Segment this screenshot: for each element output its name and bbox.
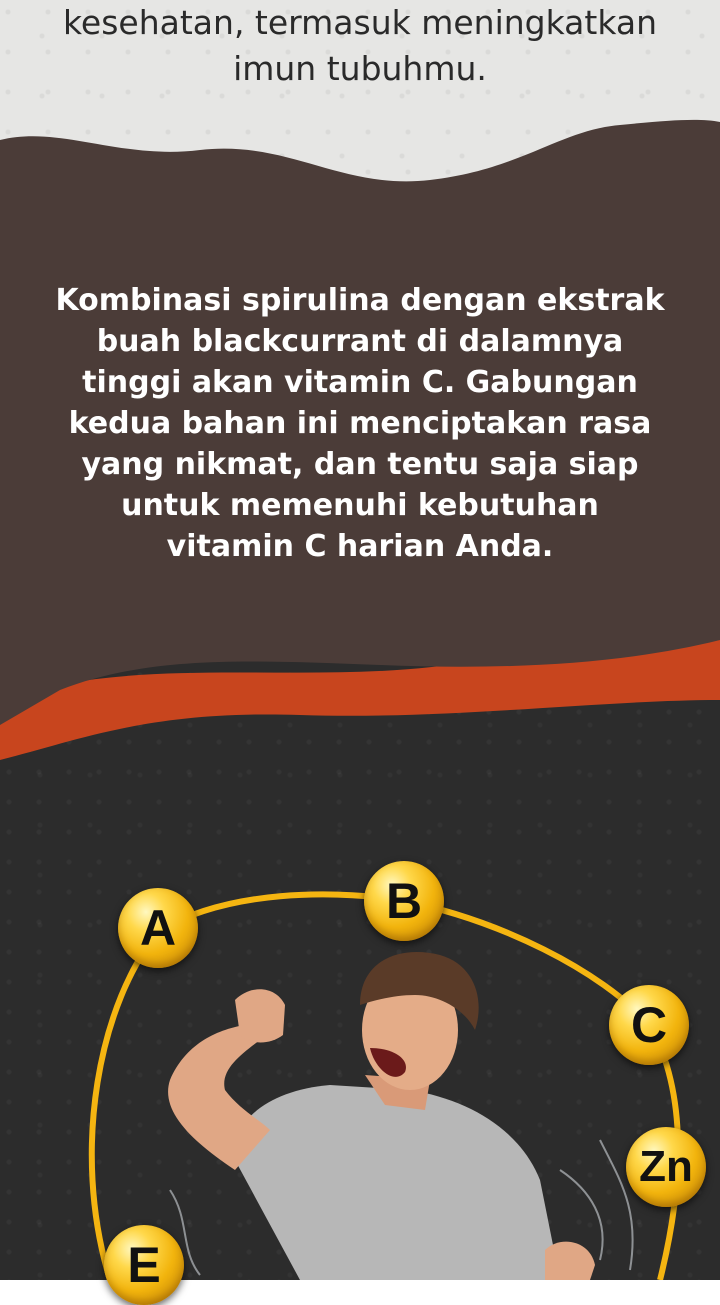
description-line: tinggi akan vitamin C. Gabungan bbox=[82, 365, 638, 400]
zinc-orb bbox=[626, 1127, 706, 1207]
man-fist-right bbox=[545, 1242, 595, 1280]
orb-label: B bbox=[385, 873, 423, 929]
description-line: Kombinasi spirulina dengan ekstrak bbox=[55, 283, 665, 318]
orb-label: C bbox=[630, 997, 668, 1053]
intro-line: kesehatan, termasuk meningkatkan bbox=[63, 3, 657, 42]
description-line: buah blackcurrant di dalamnya bbox=[96, 324, 624, 359]
man-fist bbox=[235, 989, 285, 1042]
description-line: yang nikmat, dan tentu saja siap bbox=[81, 447, 639, 482]
intro-line: imun tubuhmu. bbox=[233, 49, 487, 88]
vitamin-e-orb bbox=[104, 1225, 184, 1305]
orb-label: Zn bbox=[639, 1142, 693, 1191]
vitamin-c-orb bbox=[609, 985, 689, 1065]
man-torso bbox=[235, 1085, 560, 1280]
description-line: vitamin C harian Anda. bbox=[166, 529, 554, 564]
vitamin-b-orb bbox=[364, 861, 444, 941]
orb-label: E bbox=[127, 1237, 161, 1293]
description-line: untuk memenuhi kebutuhan bbox=[121, 488, 599, 523]
vitamin-a-orb bbox=[118, 888, 198, 968]
orb-label: A bbox=[139, 900, 177, 956]
description-line: kedua bahan ini menciptakan rasa bbox=[68, 406, 652, 441]
